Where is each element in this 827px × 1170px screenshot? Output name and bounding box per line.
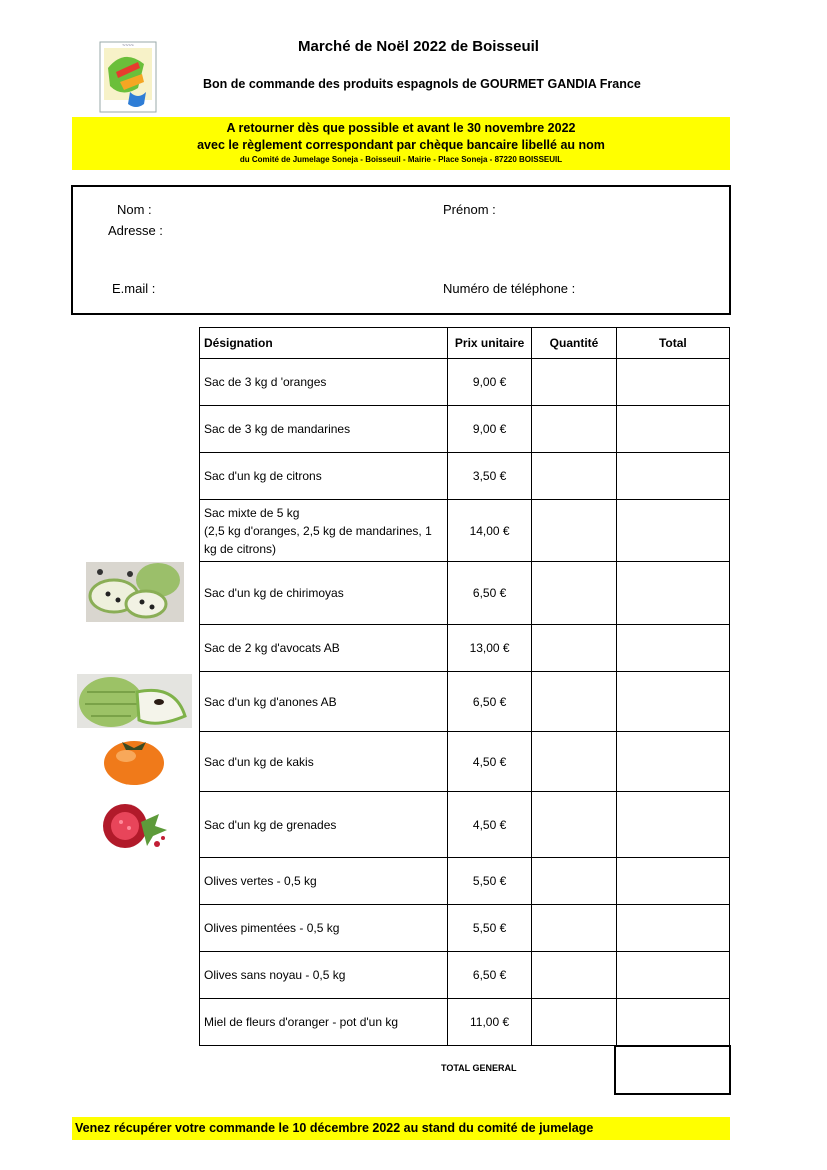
header-total: Total (616, 328, 729, 359)
table-row (200, 999, 730, 1046)
total-general-box[interactable] (614, 1045, 731, 1095)
pickup-text: Venez récupérer votre commande le 10 décembre 2022 au stand du comité de jumelage (75, 1121, 594, 1135)
row-quantity-cell[interactable] (532, 500, 616, 562)
row-designation: Sac d'un kg de kakis (200, 732, 448, 792)
row-designation: Sac d'un kg de grenades (200, 792, 448, 858)
row-quantity-cell[interactable] (532, 406, 616, 453)
banner-line-2: avec le règlement correspondant par chèque bancaire libellé au nom (197, 138, 605, 152)
row-quantity-cell[interactable] (532, 732, 616, 792)
table-row (200, 858, 730, 905)
table-row (200, 406, 730, 453)
row-total-cell[interactable] (616, 732, 729, 792)
return-instructions-banner (72, 117, 730, 170)
row-total-cell[interactable] (616, 792, 729, 858)
table-row (200, 453, 730, 500)
table-row (200, 625, 730, 672)
order-table (199, 327, 730, 1046)
row-designation: Sac d'un kg de chirimoyas (200, 562, 448, 625)
row-quantity-cell[interactable] (532, 905, 616, 952)
row-total-cell[interactable] (616, 406, 729, 453)
table-row (200, 672, 730, 732)
telephone-label: Numéro de téléphone : (443, 281, 576, 296)
table-row (200, 359, 730, 406)
row-quantity-cell[interactable] (532, 359, 616, 406)
row-total-cell[interactable] (616, 562, 729, 625)
row-quantity-cell[interactable] (532, 672, 616, 732)
row-total-cell[interactable] (616, 999, 729, 1046)
banner-line-1: A retourner dès que possible et avant le 30 novembre 2022 (226, 121, 576, 135)
table-row (200, 792, 730, 858)
header-prix: Prix unitaire (447, 328, 531, 359)
row-price: 11,00 € (447, 999, 531, 1046)
table-row (200, 732, 730, 792)
row-quantity-cell[interactable] (532, 858, 616, 905)
row-quantity-cell[interactable] (532, 562, 616, 625)
row-designation: Olives vertes - 0,5 kg (200, 858, 448, 905)
row-quantity-cell[interactable] (532, 952, 616, 999)
row-price: 5,50 € (447, 905, 531, 952)
chirimoya-image (86, 562, 184, 622)
row-total-cell[interactable] (616, 500, 729, 562)
adresse-label: Adresse : (108, 223, 163, 238)
row-price: 6,50 € (447, 562, 531, 625)
email-label: E.mail : (112, 281, 156, 296)
total-general-label: TOTAL GENERAL (441, 1063, 517, 1073)
nom-label: Nom : (117, 202, 152, 217)
row-price: 4,50 € (447, 732, 531, 792)
row-total-cell[interactable] (616, 672, 729, 732)
row-price: 6,50 € (447, 672, 531, 732)
banner-line-3: du Comité de Jumelage Soneja - Boisseuil - Mairie - Place Soneja - 87220 BOISSEUIL (239, 155, 563, 164)
row-price: 9,00 € (447, 406, 531, 453)
table-header-row (200, 328, 730, 359)
row-designation: Sac d'un kg d'anones AB (200, 672, 448, 732)
anone-image (77, 674, 192, 728)
page-title: Marché de Noël 2022 de Boisseuil (298, 38, 539, 55)
row-designation: Sac de 2 kg d'avocats AB (200, 625, 448, 672)
row-price: 5,50 € (447, 858, 531, 905)
row-quantity-cell[interactable] (532, 999, 616, 1046)
table-row (200, 562, 730, 625)
kaki-image (96, 734, 173, 788)
row-total-cell[interactable] (616, 359, 729, 406)
row-total-cell[interactable] (616, 952, 729, 999)
row-total-cell[interactable] (616, 905, 729, 952)
pickup-banner (72, 1117, 730, 1140)
table-row (200, 952, 730, 999)
row-quantity-cell[interactable] (532, 453, 616, 500)
row-total-cell[interactable] (616, 858, 729, 905)
row-total-cell[interactable] (616, 453, 729, 500)
row-designation: Olives pimentées - 0,5 kg (200, 905, 448, 952)
row-designation: Sac mixte de 5 kg (2,5 kg d'oranges, 2,5 kg de mandarines, 1 kg de citrons) (200, 500, 448, 562)
customer-info-box (71, 185, 731, 315)
table-row (200, 905, 730, 952)
row-price: 3,50 € (447, 453, 531, 500)
row-designation: Sac de 3 kg de mandarines (200, 406, 448, 453)
header-quantite: Quantité (532, 328, 616, 359)
row-total-cell[interactable] (616, 625, 729, 672)
row-designation: Olives sans noyau - 0,5 kg (200, 952, 448, 999)
prenom-label: Prénom : (443, 202, 496, 217)
row-price: 9,00 € (447, 359, 531, 406)
row-price: 6,50 € (447, 952, 531, 999)
row-designation: Miel de fleurs d'oranger - pot d'un kg (200, 999, 448, 1046)
row-price: 13,00 € (447, 625, 531, 672)
row-price: 4,50 € (447, 792, 531, 858)
page-subtitle: Bon de commande des produits espagnols de GOURMET GANDIA France (203, 77, 641, 91)
row-quantity-cell[interactable] (532, 792, 616, 858)
row-designation: Sac de 3 kg d 'oranges (200, 359, 448, 406)
row-quantity-cell[interactable] (532, 625, 616, 672)
table-row (200, 500, 730, 562)
row-price: 14,00 € (447, 500, 531, 562)
svg-text:~~~~: ~~~~ (122, 43, 134, 49)
grenade-image (97, 796, 173, 854)
row-designation: Sac d'un kg de citrons (200, 453, 448, 500)
header-designation: Désignation (200, 328, 448, 359)
